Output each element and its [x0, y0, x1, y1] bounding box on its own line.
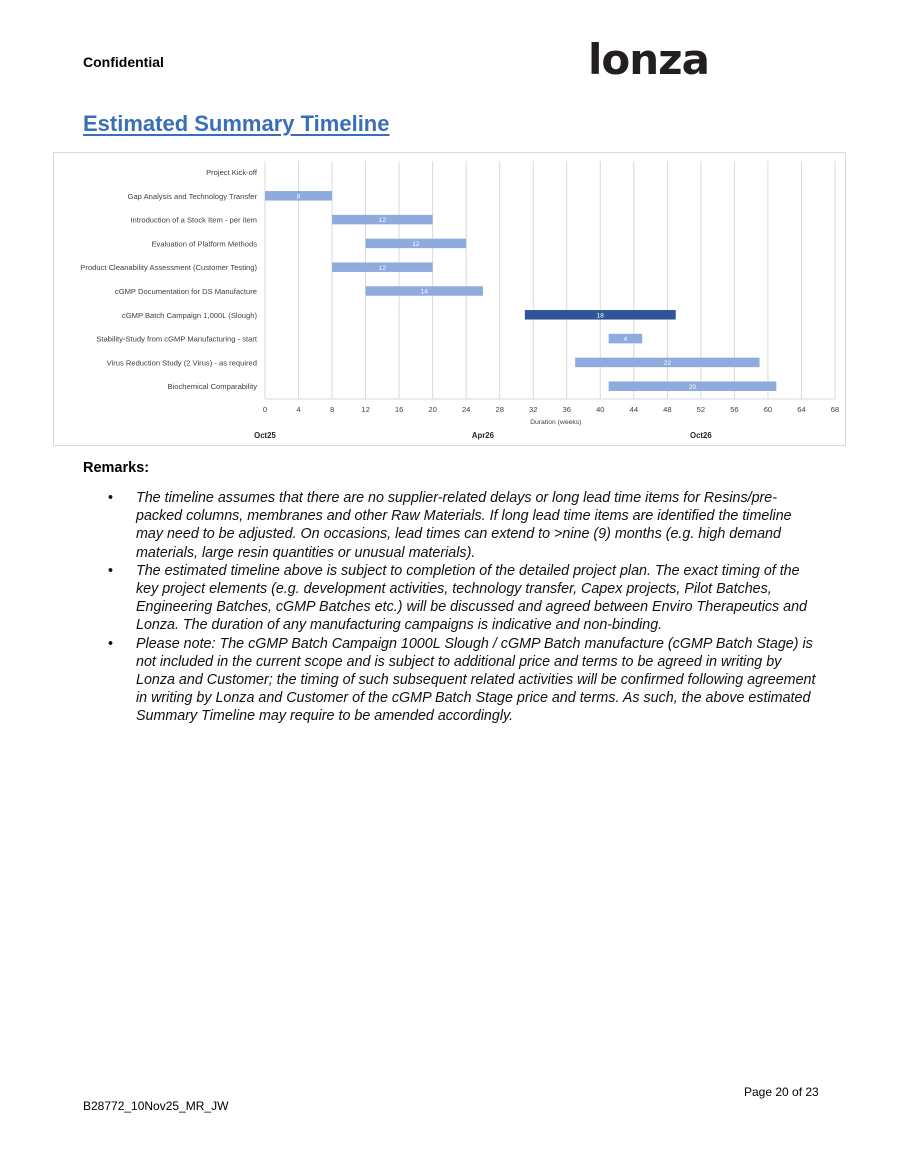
- category-label: Biochemical Comparability: [167, 382, 257, 392]
- x-tick-label: 68: [830, 405, 840, 414]
- bullet-icon: •: [108, 635, 114, 652]
- bar-data-label: 4: [623, 336, 628, 344]
- x-tick-label: 24: [461, 405, 471, 414]
- x-tick-label: 56: [730, 405, 739, 414]
- category-label: cGMP Batch Campaign 1,000L (Slough): [121, 310, 257, 320]
- remarks-list: [108, 489, 818, 726]
- x-tick-label: 0: [262, 405, 268, 414]
- category-label: Evaluation of Platform Methods: [151, 239, 257, 249]
- bar-data-label: 14: [420, 288, 428, 296]
- gantt-chart-svg: [54, 153, 847, 447]
- x-tick-label: 64: [797, 405, 806, 414]
- x-tick-label: 32: [529, 405, 538, 414]
- lonza-logo: [588, 36, 742, 82]
- remark-item: [108, 635, 818, 726]
- x-tick-label: 20: [428, 405, 437, 414]
- bar-data-label: 22: [663, 360, 671, 367]
- x-tick-label: 36: [562, 405, 571, 414]
- bar-data-label: 12: [412, 241, 420, 248]
- x-tick-label: 52: [696, 405, 706, 414]
- category-label: Stability-Study from cGMP Manufacturing - start: [96, 334, 257, 344]
- remark-text: Please note: The cGMP Batch Campaign 1000L Slough / cGMP Batch manufacture (cGMP Batch Stage) is not included in the current scope and is subject to additional price and terms to be agreed in writing by Lonza and Customer; the timing of such subsequent related activities will be confirmed following agreement in writing by Lonza and Customer of the cGMP Batch Stage price and terms. As such, the above estimated Summary Timeline may require to be amended accordingly.: [136, 635, 816, 725]
- category-label: Virus Reduction Study (2 Virus) - as required: [106, 358, 257, 368]
- logo-text: LONZA: [588, 36, 709, 82]
- x-tick-label: 40: [596, 405, 605, 414]
- x-tick-label: 8: [329, 405, 335, 414]
- bar-data-label: 12: [378, 264, 386, 272]
- x-tick-label: 28: [495, 405, 504, 414]
- page-number: Page 20 of 23: [744, 1085, 819, 1099]
- confidential-label: Confidential: [83, 54, 164, 70]
- document-id: B28772_10Nov25_MR_JW: [83, 1099, 229, 1113]
- x-tick-label: 48: [663, 405, 672, 414]
- category-label: Introduction of a Stock Item - per item: [130, 215, 257, 225]
- remark-text: The timeline assumes that there are no supplier-related delays or long lead time items for Resins/pre-packed columns, membranes and other Raw Materials. If long lead time items are identified the timeline may need to be adjusted. On occasions, lead times can extend to >nine (9) months (e.g. high demand materials, large resin quantities or unusual materials).: [136, 490, 792, 561]
- category-label: Project Kick-off: [206, 168, 257, 177]
- remark-item: [108, 489, 818, 562]
- remarks-title: Remarks:: [83, 460, 150, 476]
- bar-data-label: 8: [296, 193, 301, 201]
- bar-data-label: 20: [688, 383, 697, 391]
- x-tick-label: 44: [629, 405, 639, 414]
- category-label: Product Cleanability Assessment (Customer Testing): [80, 263, 257, 273]
- date-label: Oct25: [254, 431, 276, 440]
- bar-data-label: 18: [596, 312, 604, 320]
- x-tick-label: 16: [394, 405, 404, 414]
- bar-data-label: 12: [378, 217, 386, 225]
- date-label: Apr26: [471, 431, 494, 440]
- bullet-icon: •: [108, 562, 114, 579]
- section-title: Estimated Summary Timeline: [83, 111, 390, 136]
- x-axis-title: Duration (weeks): [530, 419, 582, 426]
- remark-item: [108, 562, 818, 635]
- x-tick-label: 60: [763, 405, 773, 414]
- remark-text: The estimated timeline above is subject to completion of the detailed project plan. The exact timing of the key project elements (e.g. development activities, technology transfer, Capex projects, Pilot Batches, Engineering Batches, cGMP Batches etc.) will be discussed and agreed between Enviro Therapeutics and Lonza. The duration of any manufacturing campaigns is indicative and non-binding.: [136, 562, 808, 634]
- category-label: Gap Analysis and Technology Transfer: [127, 191, 257, 201]
- x-tick-label: 4: [296, 405, 301, 414]
- x-tick-label: 12: [361, 405, 370, 414]
- timeline-chart: [53, 152, 846, 446]
- date-label: Oct26: [690, 431, 712, 440]
- category-label: cGMP Documentation for DS Manufacture: [114, 287, 257, 296]
- bullet-icon: •: [108, 490, 114, 506]
